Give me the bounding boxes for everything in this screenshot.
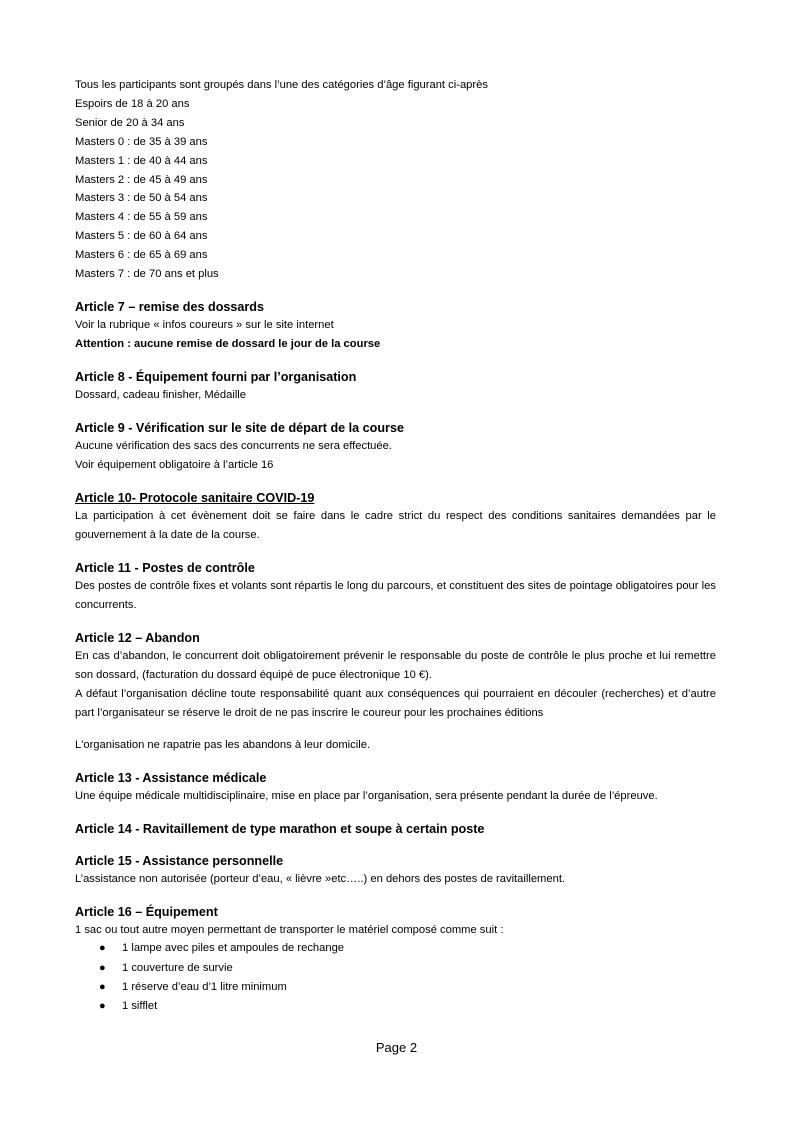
age-category: Masters 1 : de 40 à 44 ans [75, 154, 208, 167]
article-8-title: Article 8 - Équipement fourni par l’organisation [75, 369, 357, 384]
article-13-text: Une équipe médicale multidisciplinaire, mise en place par l’organisation, sera présente pendant la durée de l’épreuve. [75, 789, 658, 802]
article-9-title: Article 9 - Vérification sur le site de départ de la course [75, 420, 404, 435]
age-category: Masters 2 : de 45 à 49 ans [75, 173, 208, 186]
paragraph-gap [75, 723, 716, 736]
list-item [75, 978, 716, 997]
age-category: Senior de 20 à 34 ans [75, 116, 185, 129]
article-15-title: Article 15 - Assistance personnelle [75, 853, 284, 868]
article-14 [75, 820, 716, 838]
article-7-title: Article 7 – remise des dossards [75, 299, 265, 314]
page-number: Page 2 [375, 1040, 418, 1055]
age-category: Masters 4 : de 55 à 59 ans [75, 211, 208, 224]
bullet-icon: ● [99, 1000, 106, 1013]
article-15-text: L’assistance non autorisée (porteur d’eau, « lièvre »etc…..) en dehors des postes de ravitaillement. [75, 872, 566, 885]
age-category: Masters 7 : de 70 ans et plus [75, 268, 219, 281]
list-item-label: 1 sifflet [122, 1000, 158, 1013]
article-11-text: Des postes de contrôle fixes et volants sont répartis le long du parcours, et constituent des sites de pointage obligatoires pour les concurrents. [75, 579, 716, 611]
list-item-label: 1 lampe avec piles et ampoules de rechange [122, 942, 345, 955]
article-10-title: Article 10- Protocole sanitaire COVID-19 [75, 490, 315, 505]
article-8 [75, 368, 716, 405]
bullet-icon: ● [99, 942, 106, 955]
article-12-text: L'organisation ne rapatrie pas les abandons à leur domicile. [75, 738, 371, 751]
equipment-list [75, 939, 716, 1016]
article-9-text: Aucune vérification des sacs des concurrents ne sera effectuée. [75, 439, 392, 452]
list-item [75, 959, 716, 978]
article-10-text: La participation à cet évènement doit se faire dans le cadre strict du respect des conditions sanitaires demandées par le gouvernement à la date de la course. [75, 509, 716, 541]
article-9-text: Voir équipement obligatoire à l’article 16 [75, 458, 274, 471]
article-13 [75, 769, 716, 806]
age-categories-intro: Tous les participants sont groupés dans l’une des catégories d’âge figurant ci-après [75, 79, 488, 91]
article-12-text: A défaut l’organisation décline toute responsabilité quant aux conséquences qui pourraient en découler (recherches) et d’autre part l’organisateur se réserve le droit de ne pas inscrire le coureur pour les prochaines éditions [75, 687, 716, 719]
document-body [75, 76, 716, 1017]
article-16-intro: 1 sac ou tout autre moyen permettant de transporter le matériel composé comme suit : [75, 923, 504, 936]
article-12-text: En cas d’abandon, le concurrent doit obligatoirement prévenir le responsable du poste de contrôle le plus proche et lui remettre son dossard, (facturation du dossard équipé de puce électronique 10 €). [75, 649, 716, 681]
list-item [75, 997, 716, 1016]
age-categories [75, 76, 716, 284]
article-16-title: Article 16 – Équipement [75, 904, 218, 919]
article-7 [75, 298, 716, 354]
age-category: Masters 5 : de 60 à 64 ans [75, 230, 208, 243]
article-11-title: Article 11 - Postes de contrôle [75, 560, 255, 575]
age-category: Masters 3 : de 50 à 54 ans [75, 192, 208, 205]
bullet-icon: ● [99, 981, 106, 993]
article-15 [75, 852, 716, 889]
age-category: Masters 0 : de 35 à 39 ans [75, 135, 208, 148]
list-item-label: 1 réserve d’eau d’1 litre minimum [122, 981, 287, 993]
list-item [75, 939, 716, 958]
article-13-title: Article 13 - Assistance médicale [75, 770, 267, 785]
article-11 [75, 559, 716, 615]
article-16 [75, 903, 716, 1017]
article-14-title: Article 14 - Ravitaillement de type marathon et soupe à certain poste [75, 821, 485, 836]
list-item-label: 1 couverture de survie [122, 961, 233, 974]
article-8-text: Dossard, cadeau finisher, Médaille [75, 388, 247, 401]
age-category: Espoirs de 18 à 20 ans [75, 97, 190, 110]
bullet-icon: ● [99, 961, 106, 974]
article-7-text: Voir la rubrique « infos coureurs » sur le site internet [75, 318, 334, 331]
article-12-title: Article 12 – Abandon [75, 630, 200, 645]
age-category: Masters 6 : de 65 à 69 ans [75, 249, 208, 262]
article-9 [75, 419, 716, 475]
article-7-warning: Attention : aucune remise de dossard le jour de la course [75, 337, 381, 350]
article-10 [75, 489, 716, 545]
article-12 [75, 629, 716, 755]
